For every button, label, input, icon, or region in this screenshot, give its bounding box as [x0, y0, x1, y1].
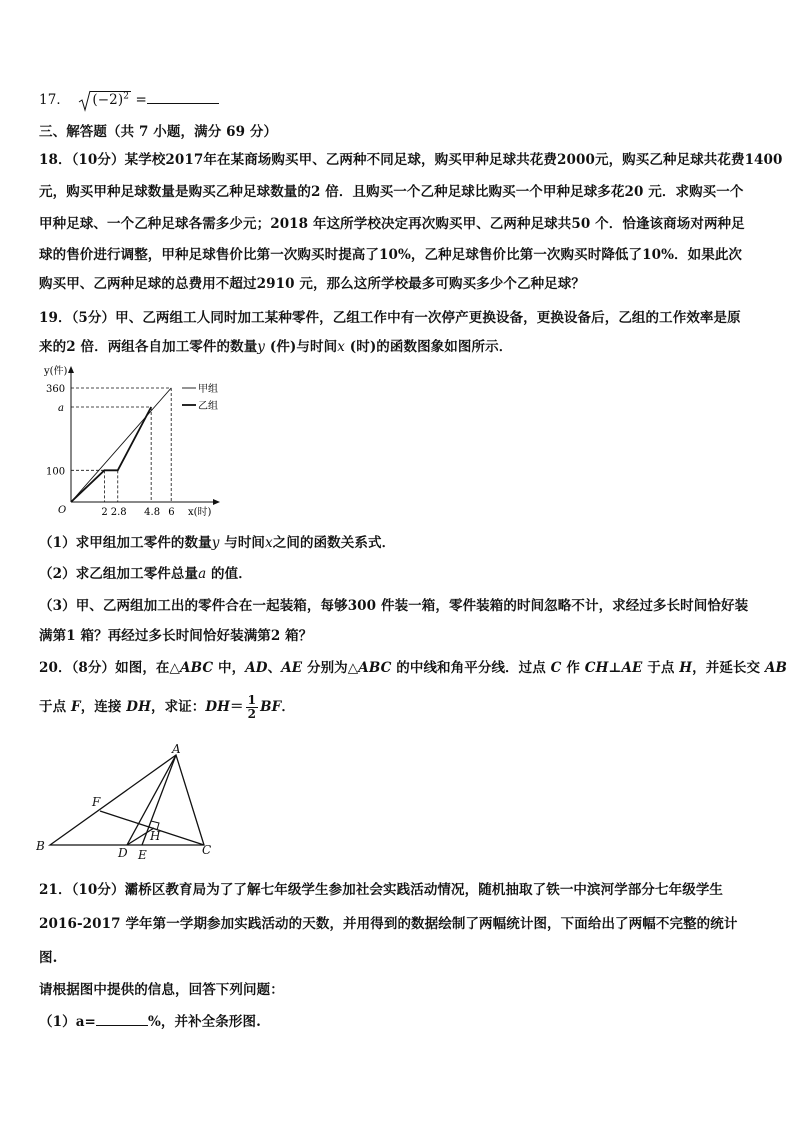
q21-sub1: [39, 1010, 261, 1030]
var-y-2: y: [211, 535, 220, 551]
label-a: A: [172, 744, 181, 756]
label-e: E: [138, 848, 147, 862]
q20-sep: 、: [267, 660, 282, 676]
q19-sub1a: （1）求甲组加工零件的数量: [39, 535, 212, 551]
q19-line-2b: (件)与时间: [265, 339, 338, 355]
q18-line-4: 球的售价进行调整，甲种足球售价比第一次购买时提高了10%，乙种足球售价比第一次购买时降低了10%．如果此次: [39, 247, 743, 263]
y-tick-label: 360: [46, 384, 66, 395]
q20-abc-2: ABC: [358, 660, 392, 676]
q20-c: C: [550, 660, 562, 676]
q20-t3: 分别为△: [302, 660, 359, 676]
x-tick-label: 2: [101, 507, 108, 518]
q18-line-2: 元，购买甲种足球数量是购买乙种足球数量的2 倍．且购买一个乙种足球比购买一个甲种足球多花20 元．求购买一个: [39, 184, 744, 200]
q21-sub1a: （1）a=: [39, 1014, 96, 1030]
q21-line-2: 2016-2017 学年第一学期参加实践活动的天数，并用得到的数据绘制了两幅统计图，下面给出了两幅不完整的统计: [39, 916, 738, 932]
q19-sub1b: 与时间: [219, 535, 266, 551]
q20-t1: 20．（8分）如图，在△: [39, 660, 181, 676]
q20-t10: ，求证：: [150, 699, 206, 715]
x-tick-label: 4.8: [144, 507, 161, 518]
q21-line-3: 图.: [39, 950, 58, 966]
q17-equals: =: [135, 92, 147, 108]
q20-dh-2: DH: [205, 699, 231, 715]
x-axis-label: x(时): [188, 507, 212, 518]
q20-h: H: [679, 660, 693, 676]
q17: [39, 88, 219, 108]
label-f: F: [92, 795, 101, 809]
q20-t4: 的中线和角平分线．过点: [391, 660, 551, 676]
q18-line-3: 甲种足球、一个乙种足球各需多少元；2018 年这所学校决定再次购买甲、乙两种足球共50 个．恰逢该商场对两种足: [39, 216, 745, 232]
q20-t6: 于点: [642, 660, 680, 676]
q19-sub3-line-2: 满第1 箱？再经过多长时间恰好装满第2 箱？: [39, 628, 313, 644]
q19-function-graph: [38, 362, 228, 522]
q17-radicand: (−2): [92, 92, 124, 108]
var-y: y: [257, 339, 266, 355]
q17-number: 17．: [39, 92, 70, 108]
q20-chae: CH⊥AE: [584, 660, 643, 676]
label-d: D: [118, 846, 128, 860]
x-axis-arrow-icon: [213, 499, 220, 505]
series-line-1: [71, 388, 171, 502]
q17-answer-blank[interactable]: [147, 91, 219, 104]
fraction-half: [246, 694, 258, 721]
q19-line-2: [39, 335, 512, 355]
q21-line-1: 21．（10分）灞桥区教育局为了了解七年级学生参加社会实践活动情况，随机抽取了铁一中滨河学部分七年级学生: [39, 882, 724, 898]
radical-sign-icon: [78, 90, 92, 112]
q20-ad: AD: [245, 660, 268, 676]
q21-answer-blank[interactable]: [96, 1013, 148, 1026]
y-tick-label: 100: [46, 466, 66, 478]
q20-triangle-figure: [36, 744, 216, 862]
q21-sub1b: %，并补全条形图.: [147, 1014, 261, 1030]
q20-t8: 于点: [39, 699, 71, 715]
legend-label-2: 乙组: [198, 401, 218, 412]
q19-sub2b: 的值．: [206, 566, 252, 582]
q20-abc: ABC: [180, 660, 214, 676]
q19-sub1: [39, 531, 395, 551]
y-axis-arrow-icon: [68, 366, 74, 373]
triangle-abc: [50, 755, 204, 845]
q20-ae: AE: [281, 660, 303, 676]
q19-sub1c: 之间的函数关系式．: [272, 535, 396, 551]
q20-f: F: [71, 699, 81, 715]
y-axis-label: y(件): [44, 366, 68, 377]
y-tick-label: a: [58, 403, 64, 414]
q20-line-2: [39, 694, 295, 721]
q20-dh: DH: [126, 699, 151, 715]
q20-end: ．: [281, 699, 295, 715]
label-b: B: [36, 839, 45, 853]
q18-line-1: 18．（10分）某学校2017年在某商场购买甲、乙两种不同足球，购买甲种足球共花费2000元，购买乙种足球共花费1400: [39, 152, 783, 168]
q18-line-5: 购买甲、乙两种足球的总费用不超过2910 元，那么这所学校最多可购买多少个乙种足球？: [39, 276, 585, 292]
q20-t7: ，并延长交: [692, 660, 765, 676]
q19-sub3-line-1: （3）甲、乙两组加工出的零件合在一起装箱，每够300 件装一箱，零件装箱的时间忽略不计，求经过多长时间恰好装: [39, 598, 749, 614]
var-a: a: [198, 566, 207, 582]
q20-t9: ，连接: [80, 699, 127, 715]
q21-prompt: 请根据图中提供的信息，回答下列问题：: [39, 982, 284, 998]
q20-t2: 中，: [213, 660, 246, 676]
frac-num: 1: [247, 693, 257, 707]
label-h: H: [150, 829, 161, 843]
q19-line-2a: 来的2 倍．两组各自加工零件的数量: [39, 339, 258, 355]
q17-exponent: 2: [123, 91, 130, 102]
section-title: 三、解答题（共 7 小题，满分 69 分）: [39, 124, 278, 140]
q20-eq: ＝: [230, 699, 244, 715]
var-x: x: [337, 339, 345, 355]
sqrt-expression: [78, 92, 131, 109]
q19-line-1: 19．（5分）甲、乙两组工人同时加工某种零件，乙组工作中有一次停产更换设备，更换设备后，乙组的工作效率是原: [39, 310, 741, 326]
x-tick-label: 2.8: [110, 507, 127, 518]
var-x-2: x: [265, 535, 273, 551]
q20-bf: BF: [260, 699, 282, 715]
q20-line-1: [39, 656, 787, 676]
q20-ab: AB: [764, 660, 788, 676]
legend-label-1: 甲组: [198, 384, 218, 395]
origin-label: O: [58, 505, 67, 516]
q19-sub2a: （2）求乙组加工零件总量: [39, 566, 199, 582]
frac-den: 2: [247, 707, 257, 721]
label-c: C: [202, 843, 212, 857]
q19-sub2: [39, 562, 252, 582]
q20-t5: 作: [561, 660, 585, 676]
q19-line-2c: (时)的函数图象如图所示．: [344, 339, 513, 355]
x-tick-label: 6: [168, 507, 175, 518]
